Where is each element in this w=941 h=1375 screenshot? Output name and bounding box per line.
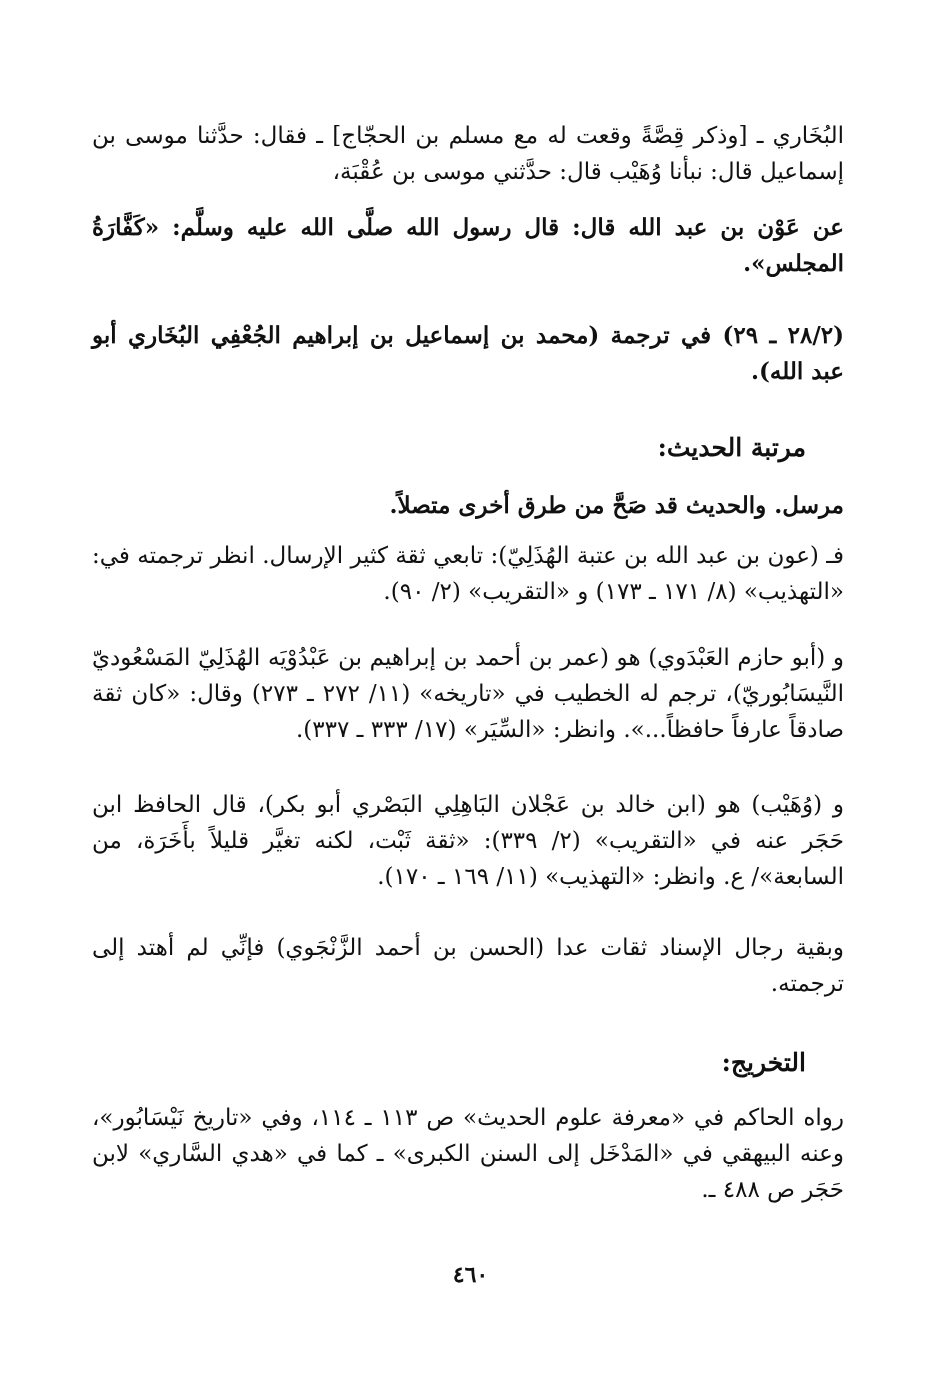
- section-heading-takhrij: التخريج:: [721, 1048, 806, 1077]
- paragraph-remaining-narrators: وبقية رجال الإسناد ثقات عدا (الحسن بن أحمد الزَّنْجَوي) فإنِّي لم أهتد إلى ترجمته.: [92, 935, 844, 997]
- paragraph-hadith-text: عن عَوْن بن عبد الله قال: قال رسول الله صلَّى الله عليه وسلَّم: «كَفَّارَةُ المجلس».: [92, 214, 844, 277]
- section-heading-hadith-rank: مرتبة الحديث:: [657, 433, 806, 462]
- paragraph-bukhari-isnad: البُخَاري ـ [وذكر قِصَّةً وقعت له مع مسلم بن الحجّاج] ـ فقال: حدَّثنا موسى بن إسماعيل قال: نبأنا وُهَيْب قال: حدَّثني موسى بن عُقْبَة،: [92, 123, 844, 185]
- page-number: ٤٦٠: [452, 1262, 489, 1288]
- paragraph-abu-hazim-bio: و (أبو حازم العَبْدَوي) هو (عمر بن أحمد بن إبراهيم بن عَبْدُوْيَه الهُذَلِيّ المَسْعُوديّ النَّيسَابُوريّ)، ترجم له الخطيب في «تاريخه» (١١/ ٢٧٢ ـ ٢٧٣) وقال: «كان ثقة صادقاً عارفاً حافظاً...». وانظر: «السِّيَر» (١٧/ ٣٣٣ ـ ٣٣٧).: [92, 645, 844, 743]
- paragraph-takhrij: رواه الحاكم في «معرفة علوم الحديث» ص ١١٣ ـ ١١٤، وفي «تاريخ نَيْسَابُور»، وعنه البيهقي في «المَدْخَل إلى السنن الكبرى» ـ كما في «هدي السَّاري» لابن حَجَر ص ٤٨٨ ـ.: [92, 1105, 844, 1203]
- paragraph-ruling: مرسل. والحديث قد صَحَّ من طرق أخرى متصلاً.: [389, 492, 844, 519]
- paragraph-wuhayb-bio: و (وُهَيْب) هو (ابن خالد بن عَجْلان البَاهِلِي البَصْري أبو بكر)، قال الحافظ ابن حَجَر عنه في «التقريب» (٢/ ٣٣٩): «ثقة ثَبْت، لكنه تغيَّر قليلاً بأَخَرَة، من السابعة»/ ع. وانظر: «التهذيب» (١١/ ١٦٩ ـ ١٧٠).: [92, 792, 844, 890]
- paragraph-awn-bio: فـ (عون بن عبد الله بن عتبة الهُذَلِيّ): تابعي ثقة كثير الإرسال. انظر ترجمته في: «التهذيب» (٨/ ١٧١ ـ ١٧٣) و «التقريب» (٢/ ٩٠).: [92, 543, 844, 605]
- paragraph-reference: (٢٨/٢ ـ ٢٩) في ترجمة (محمد بن إسماعيل بن إبراهيم الجُعْفِي البُخَاري أبو عبد الله).: [92, 322, 844, 385]
